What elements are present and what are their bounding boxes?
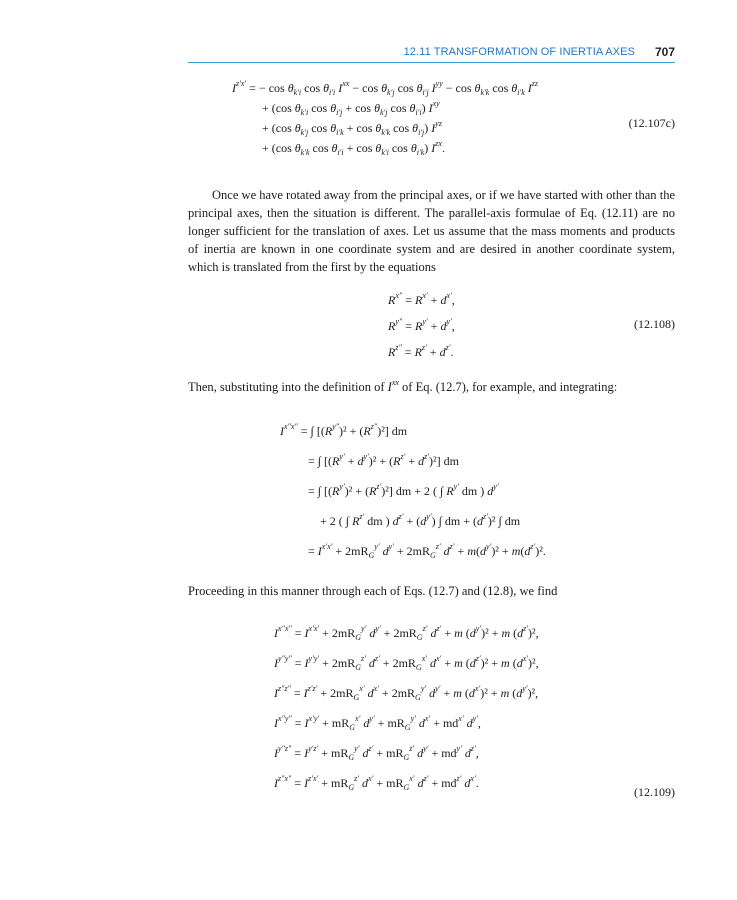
equation-line: $I^{z''x''} = I^{z'x'} + mR_G^{z'}$ $d^{x'} + mR_G^{x'}$ $d^{z'} + md^{z'}$ $d^{x'}$. xyxy=(274,774,479,792)
equation-integration xyxy=(280,416,546,566)
equation-line: + (cos $\theta_{k'k}$ $\cos \theta_{i'i} + \cos \theta_{k'i}$ $\cos \theta_{i'k}$) $I^{zx}$. xyxy=(262,139,445,157)
running-header xyxy=(188,42,675,63)
equation-number: (12.108) xyxy=(634,317,675,331)
equation-line: = $I^{x'x'} + 2mR_G^{y'}$ $d^{y'} + 2mR_G^{z'}$ $d^{z'} + m(d^{y'})^2 + m(d^{z'})^2$. xyxy=(308,542,546,560)
equation-line: $I^{y''y''} = I^{y'y'} + 2mR_G^{z'}$ $d^{z'} + 2mR_G^{x'}$ $d^{x'} + m$ $(d^{z'})^2 + m$ $(d^{x'})^2$, xyxy=(274,654,539,672)
body-paragraph xyxy=(188,582,675,600)
equation-line: + (cos $\theta_{k'i}$ $\cos \theta_{i'j} + \cos \theta_{k'j}$ $\cos \theta_{i'i}$) $I^{xy}$ xyxy=(262,99,440,117)
equation-line: $I^{x''x''} = I^{x'x'} + 2mR_G^{y'}$ $d^{y'} + 2mR_G^{z'}$ $d^{z'} + m$ $(d^{y'})^2 + m$ $(d^{z'})^2$, xyxy=(274,624,539,642)
equation-line: = ∫ $[(R^{y'} + d^{y'})^2 + (R^{z'} + d^{z'})^2]$ dm xyxy=(308,452,459,468)
equation-line: $I^{y''z''} = I^{y'z'} + mR_G^{y'}$ $d^{z'} + mR_G^{z'}$ $d^{y'} + md^{y'}$ $d^{z'}$, xyxy=(274,744,479,762)
equation-line: $R^{z''} = R^{z'} + d^{z'}$. xyxy=(388,343,454,359)
equation-line: + 2 ( ∫ $R^{z'}$ dm ) $d^{z'} + (d^{y'})$ ∫ dm + $(d^{z'})^2$ ∫ dm xyxy=(320,512,521,528)
equation-number: (12.109) xyxy=(634,785,675,799)
paragraph-text: Proceeding in this manner through each of Eqs. (12.7) and (12.8), we find xyxy=(188,584,558,598)
equation-12-109 xyxy=(274,618,539,798)
equation-line: $I^{x''x''}$ = ∫ $[(R^{y''})^2 + (R^{z''})^2]$ dm xyxy=(280,422,408,438)
page-number: 707 xyxy=(654,45,675,59)
equation-line: + (cos $\theta_{k'j}$ $\cos \theta_{i'k} + \cos \theta_{k'k}$ $\cos \theta_{i'j}$) $I^{yz}$ xyxy=(262,119,442,137)
body-paragraph: Then, substituting into the definition of $I^{xx}$ of Eq. (12.7), for example, and integrating: xyxy=(188,378,618,394)
body-paragraph xyxy=(188,186,675,276)
section-title: 12.11 TRANSFORMATION OF INERTIA AXES xyxy=(403,46,635,58)
equation-number: (12.107c) xyxy=(628,116,675,130)
equation-12-108 xyxy=(388,287,455,365)
equation-line: $I^{x''y''} = I^{x'y'} + mR_G^{x'}$ $d^{y'} + mR_G^{y'}$ $d^{x'} + md^{x'}$ $d^{y'}$, xyxy=(274,714,481,732)
equation-line: $I^{z'x'}$ = − $\cos \theta_{k'i}$ $\cos \theta_{i'i}$ $I^{xx} - \cos \theta_{k'j}$ $\cos \theta_{i'j}$ $I^{yy} - \cos \theta_{k'k}$ $\cos \theta_{i'k}$ $I^{zz}$ xyxy=(232,79,538,97)
equation-12-107c xyxy=(232,78,538,158)
equation-line: $R^{x''} = R^{x'} + d^{x'}$, xyxy=(388,291,455,307)
equation-line: = ∫ $[(R^{y'})^2 + (R^{z'})^2]$ dm + 2 ( ∫ $R^{y'}$ dm ) $d^{y'}$ xyxy=(308,482,499,498)
equation-line: $I^{z''z''} = I^{z'z'} + 2mR_G^{x'}$ $d^{x'} + 2mR_G^{y'}$ $d^{y'} + m$ $(d^{x'})^2 + m$ $(d^{y'})^2$, xyxy=(274,684,539,702)
paragraph-text: Once we have rotated away from the principal axes, or if we have started with other than the principal axes, then the situation is different. The parallel-axis formulae of Eq. (12.11) are no longer sufficient for the translation of axes. Let us assume that the mass moments and products of inertia are known in one coordinate system and are desired in another coordinate system, which is translated from the first by the equations xyxy=(188,188,675,274)
equation-line: $R^{y''} = R^{y'} + d^{y'}$, xyxy=(388,317,455,333)
